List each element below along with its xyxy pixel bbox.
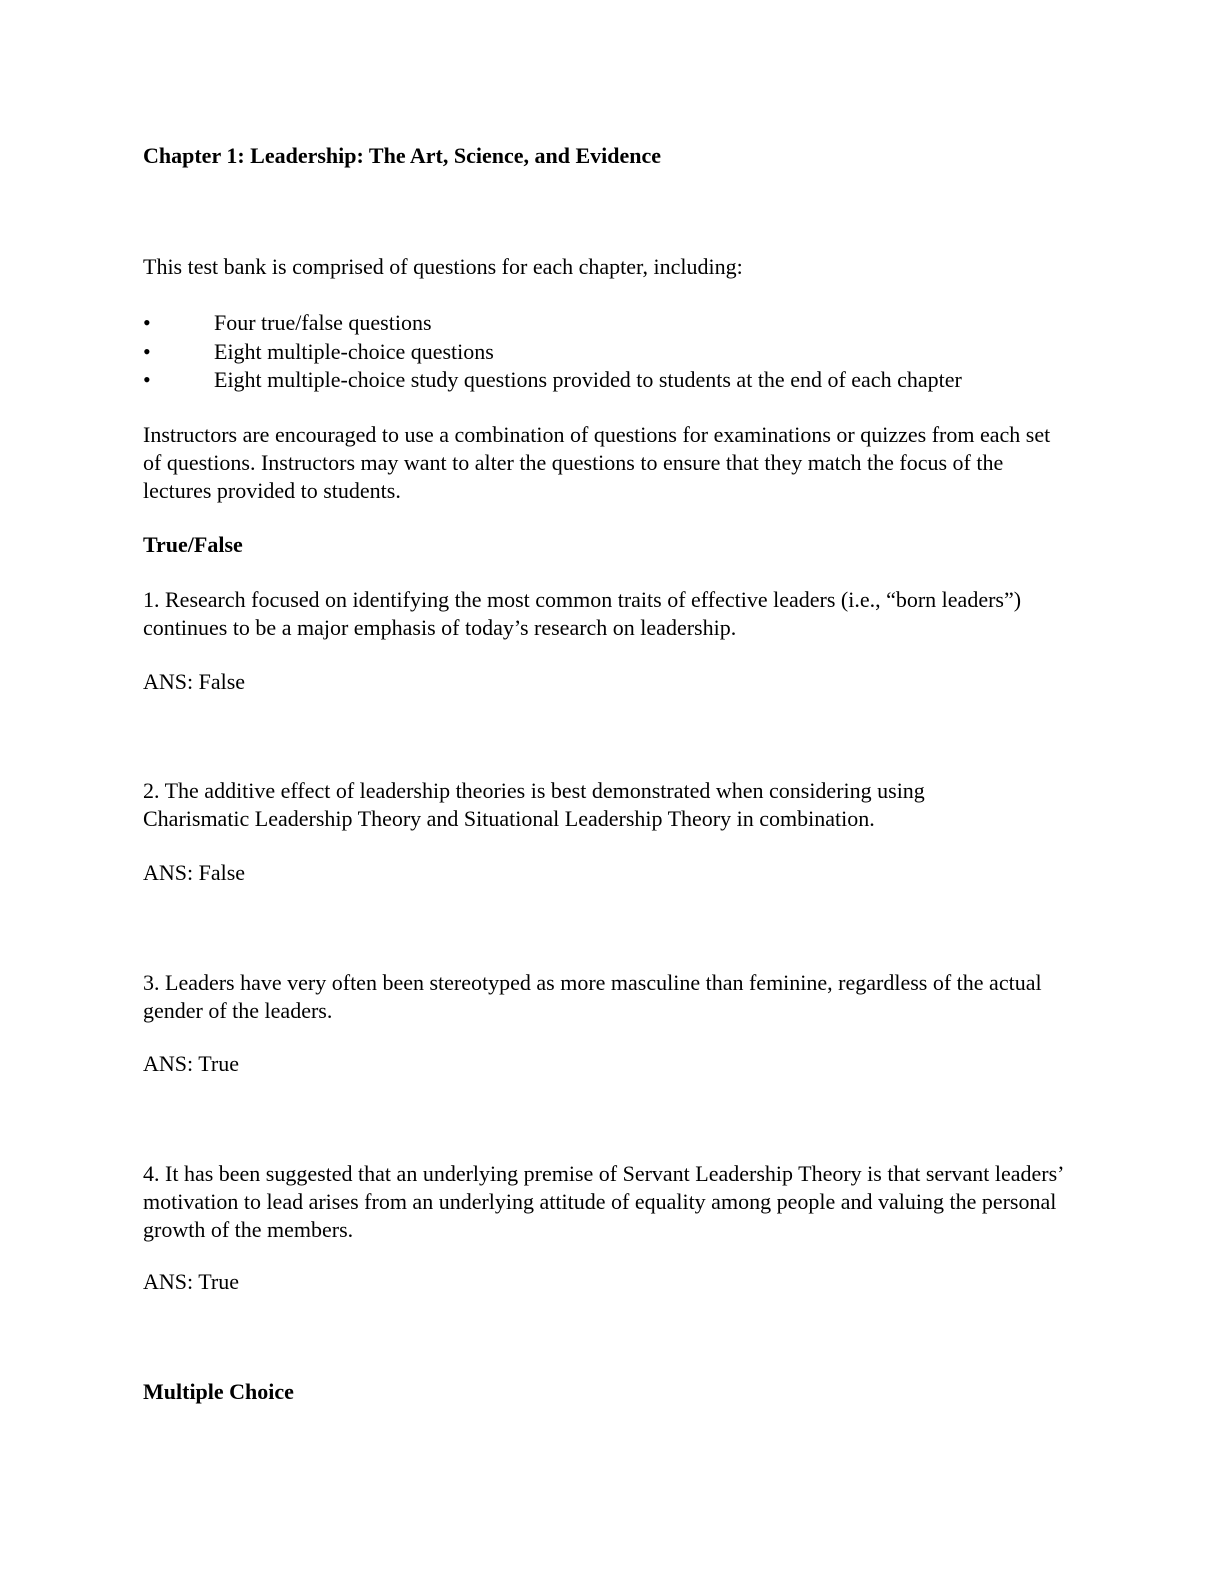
bullet-icon: • (143, 367, 151, 392)
list-item (143, 338, 1083, 367)
bullet-icon: • (143, 338, 151, 364)
answer-2: ANS: False (143, 860, 246, 885)
intro-paragraph: This test bank is comprised of questions for each chapter, including: (143, 254, 743, 279)
instructors-note: Instructors are encouraged to use a combination of questions for examinations or quizzes from each set of questions. Instructors may want to alter the questions to ensure that they match the focus of the lectures provided to students. (143, 422, 1051, 503)
section-heading-multiple-choice: Multiple Choice (143, 1379, 294, 1404)
list-item-text: Eight multiple-choice study questions provided to students at the end of each chapter (214, 367, 962, 392)
list-item-text: Eight multiple-choice questions (214, 338, 494, 364)
bullet-icon: • (143, 310, 151, 335)
answer-1: ANS: False (143, 669, 246, 694)
question-3: 3. Leaders have very often been stereotyped as more masculine than feminine, regardless of the actual gender of the leaders. (143, 970, 1042, 1023)
answer-3: ANS: True (143, 1051, 239, 1076)
answer-4: ANS: True (143, 1269, 239, 1294)
question-1: 1. Research focused on identifying the most common traits of effective leaders (i.e., “born leaders”) continues to be a major emphasis of today’s research on leadership. (143, 587, 1022, 640)
list-item-text: Four true/false questions (214, 310, 432, 335)
list-item (143, 309, 1083, 338)
list-item (143, 366, 1083, 395)
section-heading-true-false: True/False (143, 532, 243, 557)
question-4: 4. It has been suggested that an underlying premise of Servant Leadership Theory is that servant leaders’ motivation to lead arises from an underlying attitude of equality among people and valuing the personal growth of the members. (143, 1161, 1063, 1242)
question-types-list (143, 309, 1083, 395)
chapter-title: Chapter 1: Leadership: The Art, Science, and Evidence (143, 143, 662, 168)
question-2: 2. The additive effect of leadership theories is best demonstrated when considering using Charismatic Leadership Theory and Situational Leadership Theory in combination. (143, 778, 925, 831)
